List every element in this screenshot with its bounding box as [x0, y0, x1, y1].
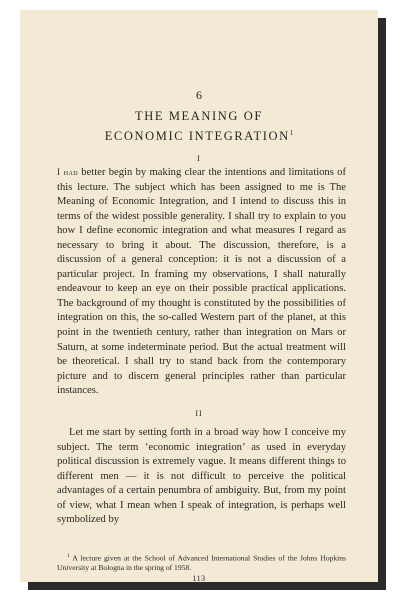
opening-small-caps: I had: [57, 167, 78, 177]
chapter-title-line-2: ECONOMIC INTEGRATION: [104, 129, 290, 144]
chapter-title: [20, 108, 378, 145]
page-number: 113: [192, 574, 206, 583]
title-footnote-marker: 1: [289, 129, 294, 137]
section-numeral-1: I: [197, 154, 201, 163]
footnote: [57, 552, 346, 573]
section-numeral-2: II: [195, 409, 203, 418]
section-2-paragraph: Let me start by setting forth in a broad way how I conceive my subject. The term ‘economic integration’ as used in everyday political discussion is extremely vague. It means different things to different men — it is not difficult to perceive the political advantages of a certain penumbra of ambiguity. But, from my point of view, what I mean when I speak of integration, is perhaps well symbolized by: [57, 427, 346, 526]
section-1-text: better begin by making clear the intentions and limitations of this lecture. The subject which has been assigned to me is The Meaning of Economic Integration, and I intend to discuss this in terms of the widest possible generality. I shall try to explain to you how I define economic integration and what measures I regard as necessary to bring it about. The discussion, therefore, is a discussion of a general conception: it is not a discussion of a particular project. In framing my observations, I shall naturally endeavour to keep an eye on their possible practical applications. The background of my thought is constituted by the possibilities of integration on this, the so-called Western part of the planet, at this point in the twentieth century, rather than integration on Mars or Saturn, at some indeterminate period. But the actual treatment will be theoretical. I shall try to stand back from the contemporary picture and to discern general principles rather than particular instances.: [57, 167, 347, 397]
chapter-title-line-1: THE MEANING OF: [135, 109, 263, 123]
chapter-number: 6: [196, 88, 202, 102]
book-page: [20, 10, 378, 582]
section-1-paragraph: [57, 165, 346, 399]
footnote-text: A lecture given at the School of Advanced International Studies of the Johns Hopkins University at Bologna in the spring of 1958.: [57, 553, 346, 573]
footnote-marker: 1: [67, 553, 70, 559]
